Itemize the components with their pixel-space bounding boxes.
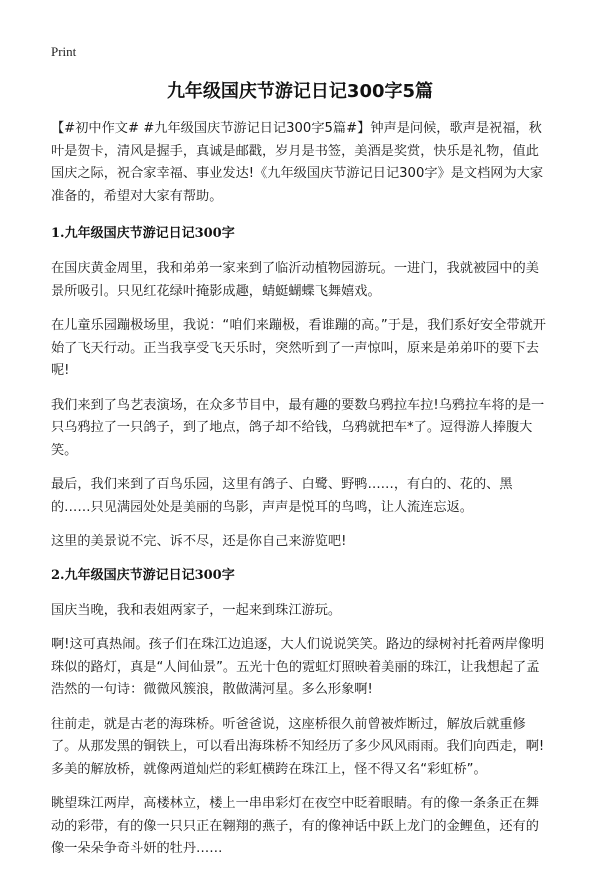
section-heading: 1.九年级国庆节游记日记300字 [51, 226, 235, 241]
section-1 [51, 224, 551, 554]
body-paragraph: 在国庆黄金周里，我和弟弟一家来到了临沂动植物园游玩。一进门，我就被园中的美景所吸引。只见红花绿叶掩影成趣，蜻蜓蝴蝶飞舞嬉戏。 [51, 261, 539, 299]
body-paragraph: 在儿童乐园蹦极场里，我说：“咱们来蹦极，看谁蹦的高。”于是，我们系好安全带就开始了飞天行动。正当我享受飞天乐时，突然听到了一声惊叫，原来是弟弟吓的要下去呢! [51, 318, 546, 378]
body-paragraph: 啊!这可真热闹。孩子们在珠江边追逐，大人们说说笑笑。路边的绿树衬托着两岸像明珠似的路灯，真是“人间仙景”。五光十色的霓虹灯照映着美丽的珠江，让我想起了孟浩然的一句诗：微微风簇浪，散做满河星。多么形象啊! [51, 637, 545, 697]
section-2 [51, 566, 551, 861]
document-body [51, 118, 551, 873]
body-paragraph: 眺望珠江两岸，高楼林立，楼上一串串彩灯在夜空中眨着眼睛。有的像一条条正在舞动的彩带，有的像一只只正在翱翔的燕子，有的像神话中跃上龙门的金鲤鱼，还有的像一朵朵争奇斗妍的牡丹…… [51, 796, 539, 856]
body-paragraph: 国庆当晚，我和表姐两家子，一起来到珠江游玩。 [51, 602, 342, 618]
body-paragraph: 这里的美景说不完、诉不尽，还是你自己来游览吧! [51, 534, 347, 549]
document-title: 九年级国庆节游记日记300字5篇 [166, 81, 434, 102]
body-paragraph: 我们来到了鸟艺表演场，在众多节目中，最有趣的要数乌鸦拉车拉!乌鸦拉车将的是一只乌鸦拉了一只鸽子，到了地点，鸽子却不给钱，乌鸦就把车*了。逗得游人捧腹大笑。 [51, 397, 545, 458]
body-paragraph: 最后，我们来到了百鸟乐园，这里有鸽子、白鹭、野鸭……，有白的、花的、黑的……只见满园处处是美丽的鸟影，声声是悦耳的鸟鸣，让人流连忘返。 [51, 477, 513, 515]
section-heading: 2.九年级国庆节游记日记300字 [51, 567, 235, 583]
print-link[interactable]: Print [51, 44, 77, 59]
body-paragraph: 往前走，就是古老的海珠桥。听爸爸说，这座桥很久前曾被炸断过，解放后就重修了。从那发黑的铜铁上，可以看出海珠桥不知经历了多少风风雨雨。我们向西走，啊!多美的解放桥，就像两道灿烂的彩虹横跨在珠江上，怪不得又名“彩虹桥”。 [51, 716, 545, 777]
intro-paragraph: 【#初中作文# #九年级国庆节游记日记300字5篇#】钟声是问候，歌声是祝福，秋叶是贺卡，清风是握手，真诚是邮戳，岁月是书签，美酒是奖赏，快乐是礼物，值此国庆之际，祝合家幸福、事业发达!《九年级国庆节游记日记300字》是文档网为大家准备的，希望对大家有帮助。 [51, 121, 544, 204]
